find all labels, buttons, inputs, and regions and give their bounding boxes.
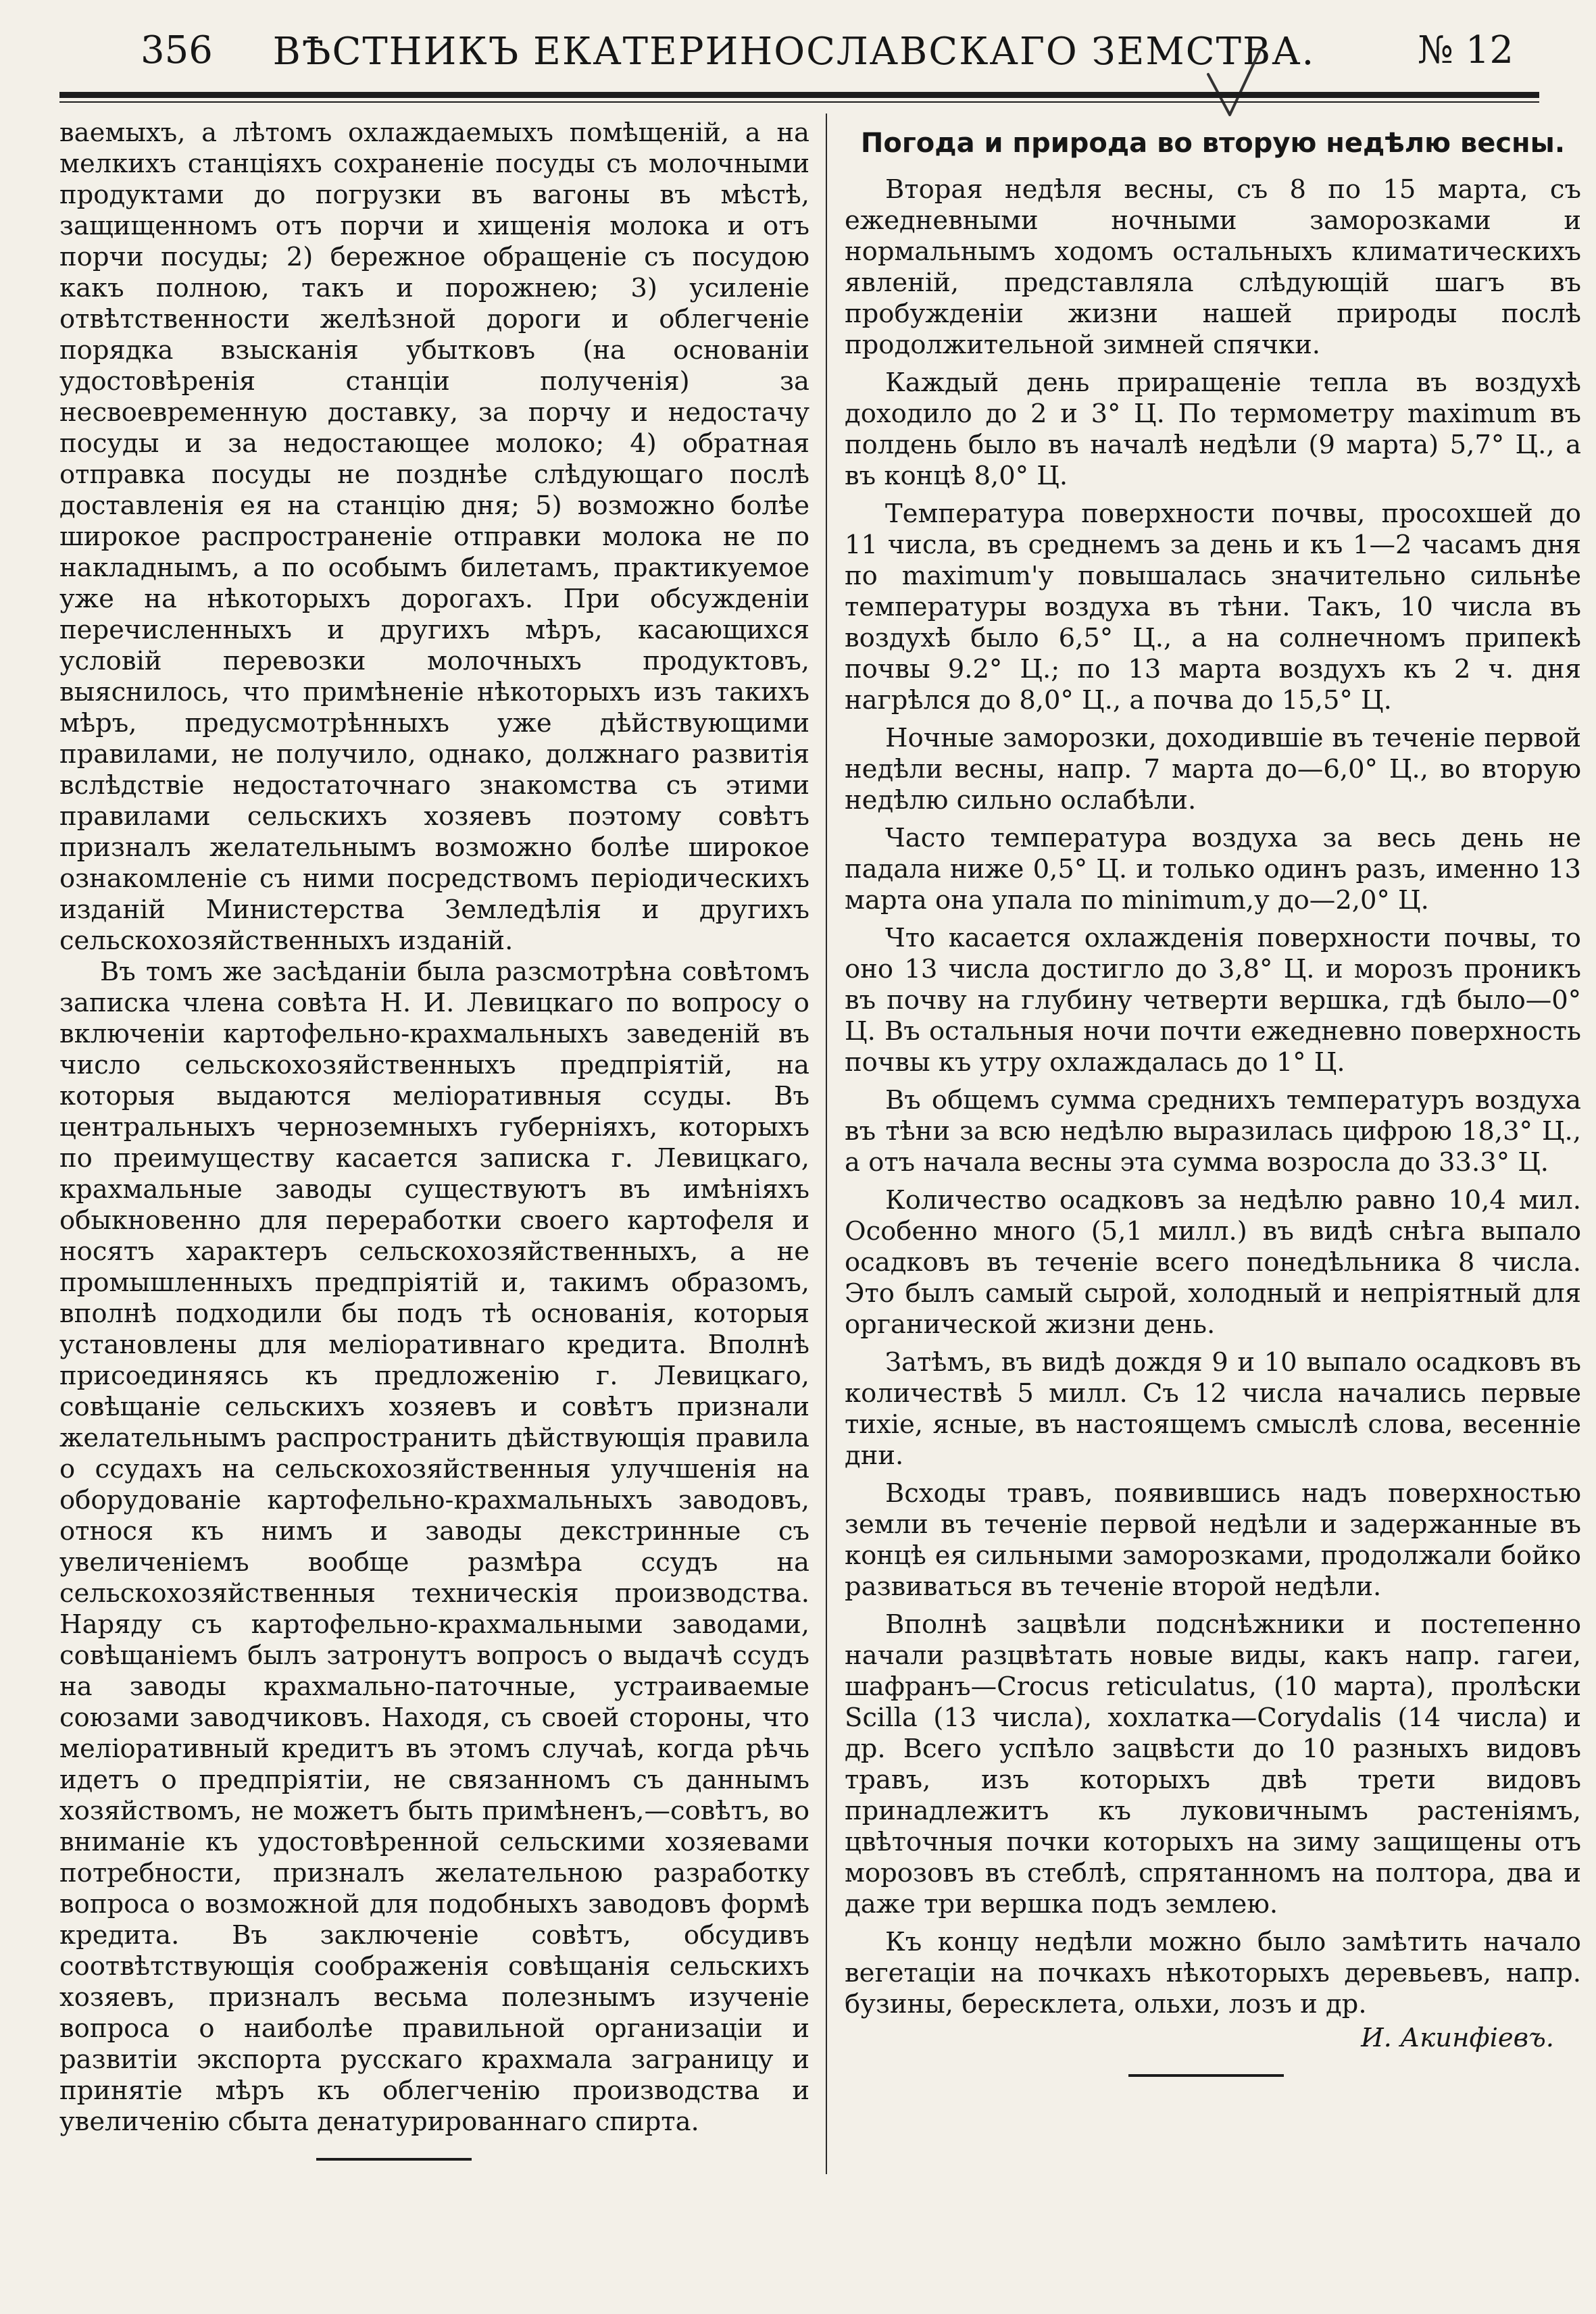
paragraph: Къ концу недѣли можно было замѣтить начало вегетаціи на почкахъ нѣкоторыхъ деревьевъ, напр. бузины, бересклета, ольхи, лозъ и др. [845,1927,1581,2019]
paragraph: Что касается охлажденія поверхности почвы, то оно 13 числа достигло до 3,8° Ц. и морозъ проникъ въ почву на глубину четверти вершка, гдѣ было—0° Ц. Въ остальныя ночи почти ежедневно поверхность почвы къ утру охлаждалась до 1° Ц. [845,923,1581,1078]
author-signature: И. Акинфіевъ. [1361,2023,1554,2053]
column-divider [826,114,827,2174]
paragraph: Часто температура воздуха за весь день не падала ниже 0,5° Ц. и только одинъ разъ, именно 13 марта она упала по minimum,у до—2,0° Ц. [845,823,1581,915]
end-rule [1128,2074,1284,2077]
paragraph: Температура поверхности почвы, просохшей до 11 числа, въ среднемъ за день и къ 1—2 часамъ дня по maximum'у повышалась значительно сильнѣе температуры воздуха въ тѣни. Такъ, 10 числа въ воздухѣ было 6,5° Ц., а на солнечномъ припекѣ почвы 9.2° Ц.; по 13 марта воздухъ къ 2 ч. дня нагрѣлся до 8,0° Ц., а почва до 15,5° Ц. [845,499,1581,715]
paragraph: Ночные заморозки, доходившіе въ теченіе первой недѣли весны, напр. 7 марта до—6,0° Ц., во вторую недѣлю сильно ослабѣли. [845,723,1581,815]
issue-number: № 12 [1417,28,1514,72]
paragraph: Всходы травъ, появившись надъ поверхностью земли въ теченіе первой недѣли и задержанные въ концѣ ея сильными заморозками, продолжали бойко развиваться въ теченіе второй недѣли. [845,1478,1581,1602]
article-title: Погода и природа во вторую недѣлю весны. [860,128,1566,159]
header-rule-thick [59,92,1539,98]
page-number: 356 [141,28,213,72]
paragraph: Вторая недѣля весны, съ 8 по 15 марта, съ ежедневными ночными заморозками и нормальнымъ ходомъ остальныхъ климатическихъ явленій, представляла слѣдующій шагъ въ пробужденіи жизни нашей природы послѣ продолжительной зимней спячки. [845,174,1581,360]
paragraph: ваемыхъ, а лѣтомъ охлаждаемыхъ помѣщеній, а на мелкихъ станціяхъ сохраненіе посуды съ молочными продуктами до погрузки въ вагоны въ мѣстѣ, защищенномъ отъ порчи и хищенія молока и отъ порчи посуды; 2) бережное обращеніе съ посудою какъ полною, такъ и порожнею; 3) усиленіе отвѣтственности желѣзной дороги и облегченіе порядка взысканія убытковъ (на основаніи удостовѣренія станціи полученія) за несвоевременную доставку, за порчу и недостачу посуды и за недостающее молоко; 4) обратная отправка посуды не позднѣе слѣдующаго послѣ доставленія ея на станцію дня; 5) возможно болѣе широкое распространеніе отправки молока не по накладнымъ, а по особымъ билетамъ, практикуемое уже на нѣкоторыхъ дорогахъ. При обсужденіи перечисленныхъ и другихъ мѣръ, касающихся условій перевозки молочныхъ продуктовъ, выяснилось, что примѣненіе нѣкоторыхъ изъ такихъ мѣръ, предусмотрѣнныхъ уже дѣйствующими правилами, не получило, однако, должнаго развитія вслѣдствіе недостаточнаго знакомства съ этими правилами сельскихъ хозяевъ поэтому совѣтъ призналъ желательнымъ возможно болѣе широкое ознакомленіе съ ними посредствомъ періодическихъ изданій Министерства Земледѣлія и другихъ сельскохозяйственныхъ изданій. [59,118,809,956]
page-header [54,12,1534,80]
paragraph: Каждый день приращеніе тепла въ воздухѣ доходило до 2 и 3° Ц. По термометру maximum въ полдень было въ началѣ недѣли (9 марта) 5,7° Ц., а въ концѣ 8,0° Ц. [845,368,1581,491]
paragraph: Въ общемъ сумма среднихъ температуръ воздуха въ тѣни за всю недѣлю выразилась цифрою 18,3° Ц., а отъ начала весны эта сумма возросла до 33.3° Ц. [845,1085,1581,1178]
paragraph: Затѣмъ, въ видѣ дождя 9 и 10 выпало осадковъ въ количествѣ 5 милл. Съ 12 числа начались первые тихіе, ясные, въ настоящемъ смыслѣ слова, весенніе дни. [845,1347,1581,1471]
journal-title: ВѢСТНИКЪ ЕКАТЕРИНОСЛАВСКАГО ЗЕМСТВА. [272,30,1316,74]
paragraph: Вполнѣ зацвѣли подснѣжники и постепенно начали разцвѣтать новые виды, какъ напр. гагеи, шафранъ—Crocus reticulatus, (10 марта), пролѣски Scilla (13 числа), хохлатка—Corydalis (14 числа) и др. Всего успѣло зацвѣсти до 10 разныхъ видовъ травъ, изъ которыхъ двѣ трети видовъ принадлежитъ къ луковичнымъ растеніямъ, цвѣточныя почки которыхъ на зиму защищены отъ морозовъ въ стеблѣ, спрятанномъ на полтора, два и даже три вершка подъ землею. [845,1609,1581,1919]
paragraph: Количество осадковъ за недѣлю равно 10,4 мил. Особенно много (5,1 милл.) въ видѣ снѣга выпало осадковъ въ теченіе всего понедѣльника 8 числа. Это былъ самый сырой, холодный и непріятный для органической жизни день. [845,1185,1581,1340]
left-column [59,118,809,2161]
paragraph: Въ томъ же засѣданіи была разсмотрѣна совѣтомъ записка члена совѣта Н. И. Левицкаго по вопросу о включеніи картофельно-крахмальныхъ заведеній въ число сельскохозяйственныхъ предпріятій, на которыя выдаются меліоративныя ссуды. Въ центральныхъ черноземныхъ губерніяхъ, которыхъ по преимуществу касается записка г. Левицкаго, крахмальные заводы существуютъ въ имѣніяхъ обыкновенно для переработки своего картофеля и носятъ характеръ сельскохозяйственныхъ, а не промышленныхъ предпріятій и, такимъ образомъ, вполнѣ подходили бы подъ тѣ основанія, которыя установлены для меліоративнаго кредита. Вполнѣ присоединяясь къ предложенію г. Левицкаго, совѣщаніе сельскихъ хозяевъ и совѣтъ признали желательнымъ распространить дѣйствующія правила о ссудахъ на сельскохозяйственныя улучшенія на оборудованіе картофельно-крахмальныхъ заводовъ, относя къ нимъ и заводы декстринные съ увеличеніемъ вообще размѣра ссудъ на сельскохозяйственныя техническія производства. Наряду съ картофельно-крахмальными заводами, совѣщаніемъ былъ затронутъ вопросъ о выдачѣ ссудъ на заводы крахмально-паточные, устраиваемые союзами заводчиковъ. Находя, съ своей стороны, что меліоративный кредитъ въ этомъ случаѣ, когда рѣчь идетъ о предпріятіи, не связанномъ съ даннымъ хозяйствомъ, не можетъ быть примѣненъ,—совѣтъ, во вниманіе къ удостовѣренной сельскими хозяевами потребности, призналъ желательною разработку вопроса о возможной для подобныхъ заводовъ формѣ кредита. Въ заключеніе совѣтъ, обсудивъ соотвѣтствующія соображенія совѣщанія сельскихъ хозяевъ, призналъ весьма полезнымъ изученіе вопроса о наиболѣе правильной организаціи и развитіи экспорта русскаго крахмала заграницу и принятіе мѣръ къ облегченію производства и увеличенію сбыта денатурированнаго спирта. [59,957,809,2137]
right-column [845,118,1581,2077]
end-rule [316,2158,472,2161]
handwritten-checkmark-icon [1203,47,1264,122]
header-rule-thin [59,101,1539,103]
